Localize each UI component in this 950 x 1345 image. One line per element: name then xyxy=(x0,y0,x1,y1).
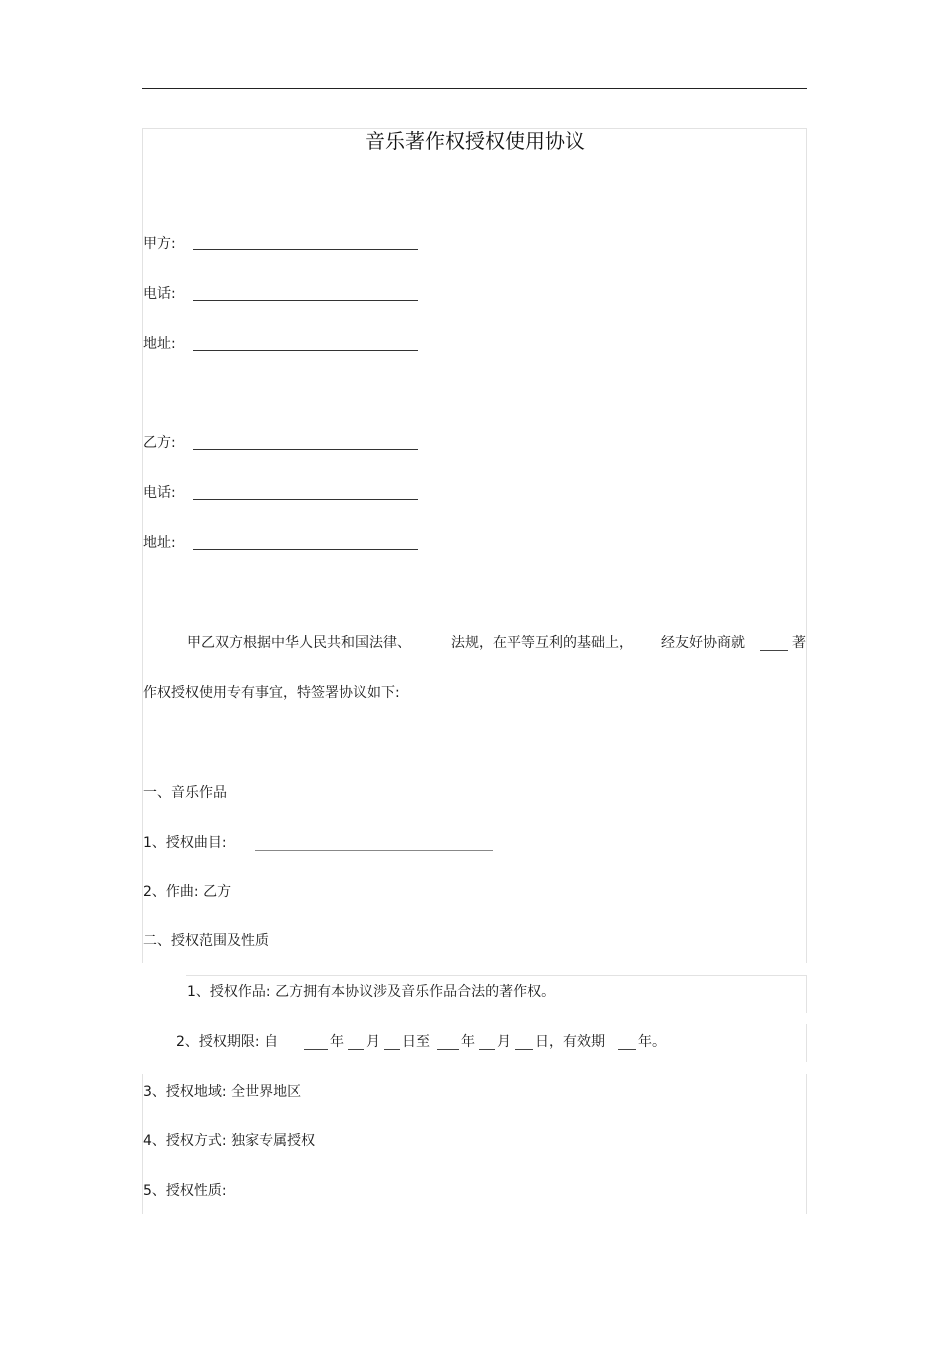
party-a-phone-label: 电话: xyxy=(143,286,176,302)
preamble-line1-part3: 经友好协商就 xyxy=(661,635,745,651)
frame-right-line xyxy=(806,128,807,963)
party-a-address-blank[interactable] xyxy=(193,350,418,351)
party-b-address-label: 地址: xyxy=(143,535,176,551)
preamble-work-blank[interactable] xyxy=(760,650,788,651)
section2-heading: 二、授权范围及性质 xyxy=(143,933,269,949)
party-a-address-label: 地址: xyxy=(143,336,176,352)
end-day-blank[interactable] xyxy=(515,1049,533,1050)
song-title-blank[interactable] xyxy=(255,850,493,851)
party-b-blank[interactable] xyxy=(193,449,418,450)
header-rule xyxy=(142,88,807,89)
section1-heading: 一、音乐作品 xyxy=(143,785,227,801)
start-month-label: 月 xyxy=(366,1034,380,1050)
section1-item2: 2、作曲: 乙方 xyxy=(143,884,232,900)
party-b-label: 乙方: xyxy=(143,435,176,451)
end-month-label: 月 xyxy=(497,1034,511,1050)
frame-block-right-line xyxy=(806,975,807,1013)
start-day-blank[interactable] xyxy=(384,1049,400,1050)
frame-right-line-2 xyxy=(806,1024,807,1062)
section2-item5: 5、授权性质: xyxy=(143,1183,227,1199)
start-month-blank[interactable] xyxy=(348,1049,364,1050)
section2-item1: 1、授权作品: 乙方拥有本协议涉及音乐作品合法的著作权。 xyxy=(187,984,556,1000)
party-b-phone-label: 电话: xyxy=(143,485,176,501)
end-year-label: 年 xyxy=(461,1034,475,1050)
end-day-label: 日，有效期 xyxy=(535,1034,605,1050)
party-b-address-blank[interactable] xyxy=(193,549,418,550)
section2-item3: 3、授权地域: 全世界地区 xyxy=(143,1084,302,1100)
document-title: 音乐著作权授权使用协议 xyxy=(365,129,585,153)
section2-item4: 4、授权方式: 独家专属授权 xyxy=(143,1133,316,1149)
section1-item1: 1、授权曲目: xyxy=(143,835,227,851)
validity-years-blank[interactable] xyxy=(618,1049,636,1050)
frame-block-top-line xyxy=(186,975,807,976)
start-year-blank[interactable] xyxy=(304,1049,328,1050)
end-year-blank[interactable] xyxy=(437,1049,459,1050)
party-b-phone-blank[interactable] xyxy=(193,499,418,500)
start-day-label: 日至 xyxy=(402,1034,430,1050)
section2-item2-prefix: 2、授权期限: 自 xyxy=(176,1034,279,1050)
frame-right-line-3 xyxy=(806,1074,807,1214)
end-month-blank[interactable] xyxy=(479,1049,495,1050)
validity-years-label: 年。 xyxy=(638,1034,666,1050)
preamble-line1-part1: 甲乙双方根据中华人民共和国法律、 xyxy=(187,635,411,651)
preamble-line1-part2: 法规，在平等互利的基础上， xyxy=(451,635,633,651)
party-a-label: 甲方: xyxy=(143,236,176,252)
preamble-line2: 作权授权使用专有事宜，特签署协议如下: xyxy=(143,685,400,701)
preamble-line1-part4: 著 xyxy=(792,635,806,651)
party-a-blank[interactable] xyxy=(193,249,418,250)
start-year-label: 年 xyxy=(330,1034,344,1050)
party-a-phone-blank[interactable] xyxy=(193,300,418,301)
